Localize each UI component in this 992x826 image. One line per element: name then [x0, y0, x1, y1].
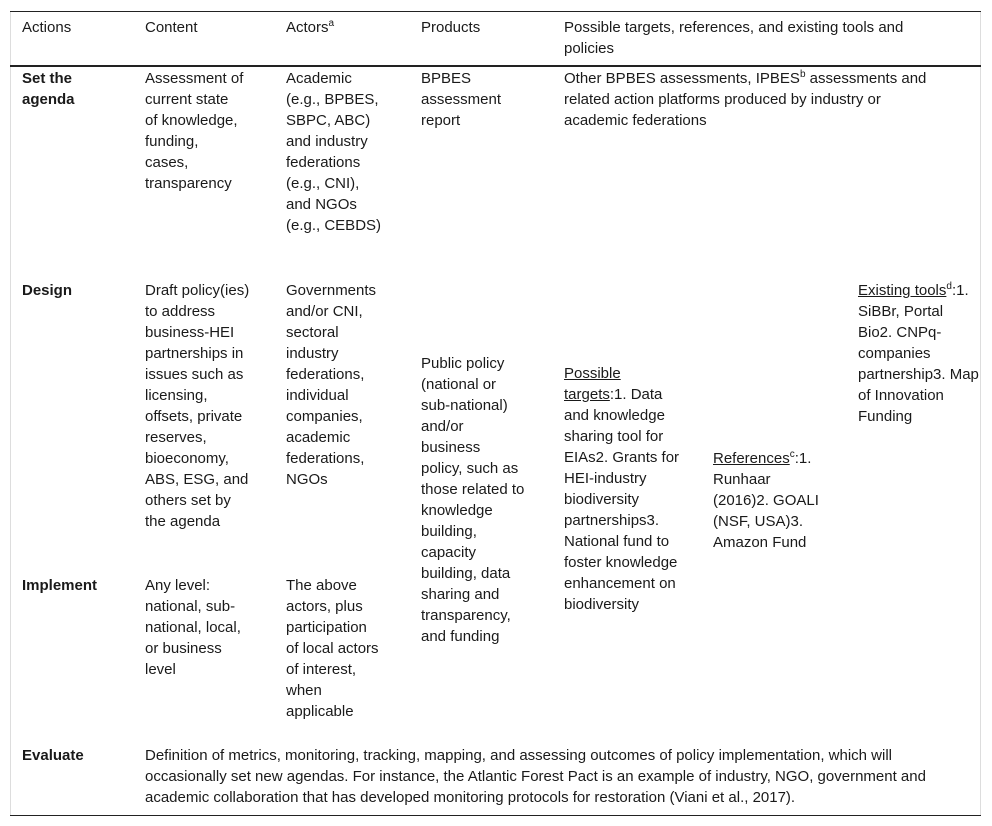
possible-targets-label: Possible targets — [564, 365, 621, 403]
implement-content: Any level: national, sub-national, local, or business level — [145, 577, 241, 678]
design-content: Draft policy(ies) to address business-HEI partnerships in issues such as licensing, offsets, private reserves, bioeconomy, ABS, ESG, and others set by the agenda — [145, 282, 250, 530]
table-left-border — [10, 11, 11, 816]
set-agenda-targets — [564, 68, 939, 131]
design-actors: Governments and/or CNI, sectoral industry federations, individual companies, academic federations, NGOs — [286, 282, 377, 488]
header-actors — [286, 17, 334, 38]
evaluate-content: Definition of metrics, monitoring, tracking, mapping, and assessing outcomes of policy implementation, which will occasionally set new agendas. For instance, the Atlantic Forest Pact is an example of industry, NGO, government and academic collaboration that has developed monitoring protocols for restoration (Viani et al., 2017). — [145, 747, 926, 806]
shared-products: Public policy (national or sub-national) and/or business policy, such as those related to knowledge building, capacity building, data sharing and transparency, and funding — [421, 355, 525, 645]
implement-actors: The above actors, plus participation of local actors of interest, when applicable — [286, 577, 379, 720]
existing-tools-text: :1. SiBBr, Portal Bio2. CNPq-companies partnership3. Map of Innovation Funding — [858, 282, 979, 425]
row-action-set-agenda: Set the agenda — [22, 70, 75, 108]
header-rule — [10, 65, 981, 67]
table-right-border — [980, 11, 981, 816]
row-action-design: Design — [22, 282, 73, 299]
targets-text: Other BPBES assessments, IPBES — [564, 70, 800, 87]
table-top-rule — [10, 11, 981, 12]
header-content: Content — [145, 19, 198, 36]
header-products: Products — [421, 19, 481, 36]
existing-tools — [858, 280, 980, 427]
header-actors-label: Actors — [286, 19, 329, 36]
footnote-c: c — [789, 449, 795, 460]
set-agenda-products: BPBES assessment report — [421, 70, 502, 129]
set-agenda-content: Assessment of current state of knowledge, funding, cases, transparency — [145, 70, 244, 192]
header-targets: Possible targets, references, and existing tools and policies — [564, 19, 904, 57]
set-agenda-actors: Academic (e.g., BPBES, SBPC, ABC) and industry federations (e.g., CNI), and NGOs (e.g., CEBDS) — [286, 70, 382, 234]
possible-targets — [564, 363, 682, 615]
references-text: :1. Runhaar (2016)2. GOALI (NSF, USA)3. Amazon Fund — [713, 450, 819, 551]
references-label: References — [713, 450, 790, 467]
targets-text-rest: assessments and related action platforms produced by industry or academic federations — [564, 70, 927, 129]
footnote-a: a — [328, 18, 335, 29]
existing-tools-label: Existing tools — [858, 282, 947, 299]
row-action-implement: Implement — [22, 577, 98, 594]
references — [713, 448, 825, 553]
row-action-evaluate: Evaluate — [22, 747, 84, 764]
footnote-b: b — [799, 69, 806, 80]
footnote-d: d — [946, 281, 952, 292]
possible-targets-text: :1. Data and knowledge sharing tool for EIAs2. Grants for HEI-industry biodiversity partnerships3. National fund to foster knowledge enhancement on biodiversity — [564, 386, 680, 613]
table-bottom-rule — [10, 815, 981, 816]
header-actions: Actions — [22, 19, 72, 36]
